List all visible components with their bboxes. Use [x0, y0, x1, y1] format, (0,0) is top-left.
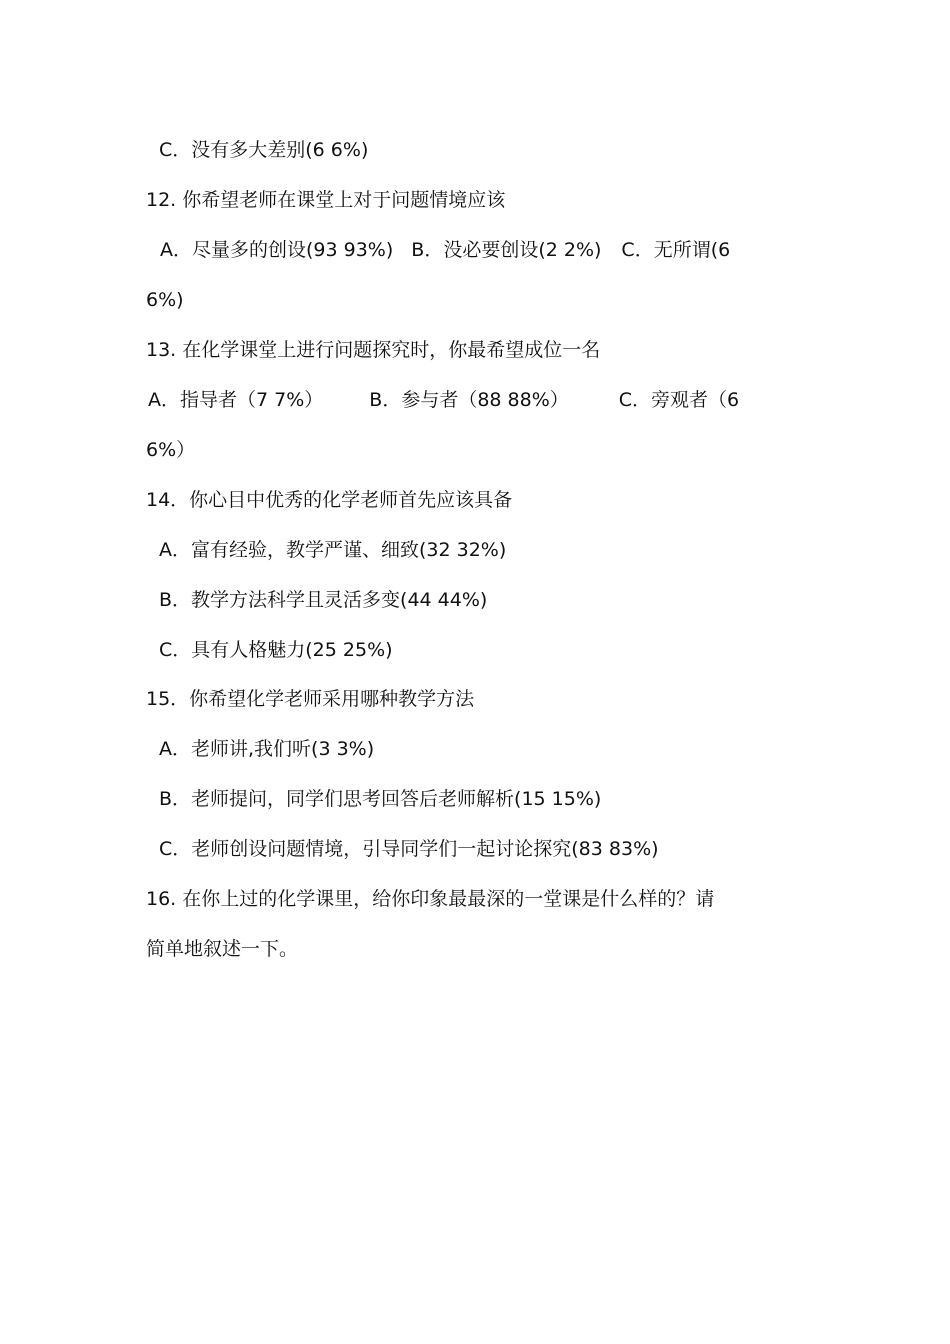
q13-option-a: A．指导者（7 7%）	[148, 389, 324, 411]
q13-question: 13. 在化学课堂上进行问题探究时，你最希望成位一名	[146, 339, 601, 361]
q12-option-c-cont: 6%)	[146, 289, 184, 311]
q15-question: 15．你希望化学老师采用哪种教学方法	[146, 688, 475, 710]
q12-options-row	[160, 237, 840, 263]
q14-question: 14．你心目中优秀的化学老师首先应该具备	[146, 489, 513, 511]
q14-option-c: C．具有人格魅力(25 25%)	[159, 639, 393, 661]
q16-question: 16. 在你上过的化学课里，给你印象最最深的一堂课是什么样的？请	[146, 888, 715, 910]
q15-option-c: C．老师创设问题情境，引导同学们一起讨论探究(83 83%)	[159, 838, 659, 860]
q12-option-b: B．没必要创设(2 2%)	[411, 239, 602, 261]
q13-option-b: B．参与者（88 88%）	[369, 389, 569, 411]
q13-option-c: C．旁观者（6	[618, 389, 740, 411]
q15-option-a: A．老师讲,我们听(3 3%)	[159, 738, 375, 760]
q15-option-b: B．老师提问，同学们思考回答后老师解析(15 15%)	[159, 788, 602, 810]
q12-option-a: A．尽量多的创设(93 93%)	[160, 239, 394, 261]
q12-option-c: C．无所谓(6	[621, 239, 731, 261]
q12-question: 12. 你希望老师在课堂上对于问题情境应该	[146, 189, 506, 211]
q14-option-b: B．教学方法科学且灵活多变(44 44%)	[159, 589, 488, 611]
q13-option-c-cont: 6%）	[146, 439, 196, 461]
q16-question-cont: 简单地叙述一下。	[146, 938, 299, 960]
q13-options-row	[148, 387, 828, 413]
q14-option-a: A．富有经验，教学严谨、细致(32 32%)	[159, 539, 507, 561]
q11-option-c: C．没有多大差别(6 6%)	[159, 139, 369, 161]
